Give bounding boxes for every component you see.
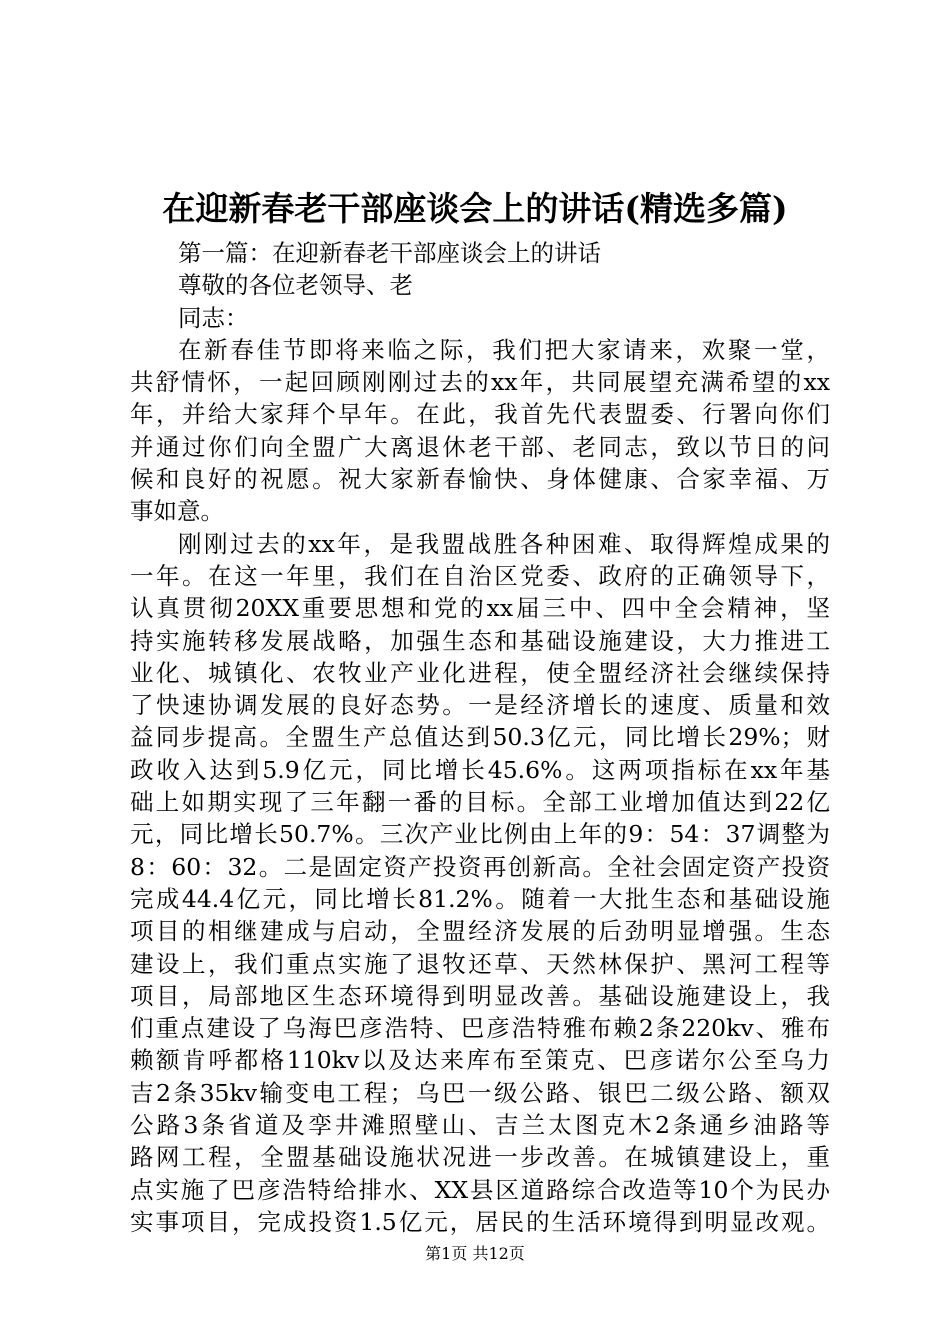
text-line: 元，同比增长50.7%。三次产业比例由上年的9：54：37调整为 (130, 820, 830, 849)
text-line: 一年。在这一年里，我们在自治区党委、政府的正确领导下， (130, 561, 830, 590)
text-line: 公路3条省道及孪井滩照壁山、吉兰太图克木2条通乡油路等 (130, 1111, 830, 1140)
text-line: 完成44.4亿元，同比增长81.2%。随着一大批生态和基础设施 (130, 884, 830, 913)
text-line: 尊敬的各位老领导、老 (178, 271, 413, 300)
text-line: 点实施了巴彦浩特给排水、XX县区道路综合改造等10个为民办 (130, 1175, 830, 1204)
text-line: 项目，局部地区生态环境得到明显改善。基础设施建设上，我 (130, 981, 830, 1010)
text-line: 8：60：32。二是固定资产投资再创新高。全社会固定资产投资 (130, 852, 830, 881)
text-line: 路网工程，全盟基础设施状况进一步改善。在城镇建设上，重 (130, 1143, 830, 1172)
text-line: 项目的相继建成与启动，全盟经济发展的后劲明显增强。生态 (130, 917, 830, 946)
text-line: 在新春佳节即将来临之际，我们把大家请来，欢聚一堂， (178, 335, 830, 364)
text-line: 实事项目，完成投资1.5亿元，居民的生活环境得到明显改观。 (130, 1207, 830, 1236)
text-line: 们重点建设了乌海巴彦浩特、巴彦浩特雅布赖2条220kv、雅布 (130, 1014, 830, 1043)
text-line: 建设上，我们重点实施了退牧还草、天然林保护、黑河工程等 (130, 949, 830, 978)
text-line: 第一篇：在迎新春老干部座谈会上的讲话 (178, 239, 601, 267)
document-title: 在迎新春老干部座谈会上的讲话(精选多篇) (162, 189, 788, 228)
text-line: 认真贯彻20XX重要思想和党的xx届三中、四中全会精神，坚 (130, 594, 830, 623)
text-line: 年，并给大家拜个早年。在此，我首先代表盟委、行署向你们 (130, 400, 830, 429)
document-body (130, 237, 830, 1238)
text-line: 候和良好的祝愿。祝大家新春愉快、身体健康、合家幸福、万 (130, 465, 830, 494)
text-line: 政收入达到5.9亿元，同比增长45.6%。这两项指标在xx年基 (130, 755, 830, 784)
text-line: 础上如期实现了三年翻一番的目标。全部工业增加值达到22亿 (130, 788, 830, 817)
text-line: 事如意。 (130, 497, 224, 526)
text-line: 了快速协调发展的良好态势。一是经济增长的速度、质量和效 (130, 691, 830, 720)
text-line: 吉2条35kv输变电工程；乌巴一级公路、银巴二级公路、额双 (130, 1078, 830, 1107)
text-line: 赖额肯呼都格110kv以及达来库布至策克、巴彦诺尔公至乌力 (130, 1046, 830, 1075)
text-line: 业化、城镇化、农牧业产业化进程，使全盟经济社会继续保持 (130, 658, 830, 687)
page-number-footer: 第1页 共12页 (425, 1244, 525, 1263)
text-line: 同志： (178, 303, 249, 332)
text-line: 持实施转移发展战略，加强生态和基础设施建设，大力推进工 (130, 626, 830, 655)
text-line: 刚刚过去的xx年，是我盟战胜各种困难、取得辉煌成果的 (178, 529, 830, 558)
text-line: 共舒情怀，一起回顾刚刚过去的xx年，共同展望充满希望的xx (130, 368, 830, 397)
text-line: 并通过你们向全盟广大离退休老干部、老同志，致以节日的问 (130, 432, 830, 461)
text-line: 益同步提高。全盟生产总值达到50.3亿元，同比增长29%；财 (130, 723, 830, 752)
